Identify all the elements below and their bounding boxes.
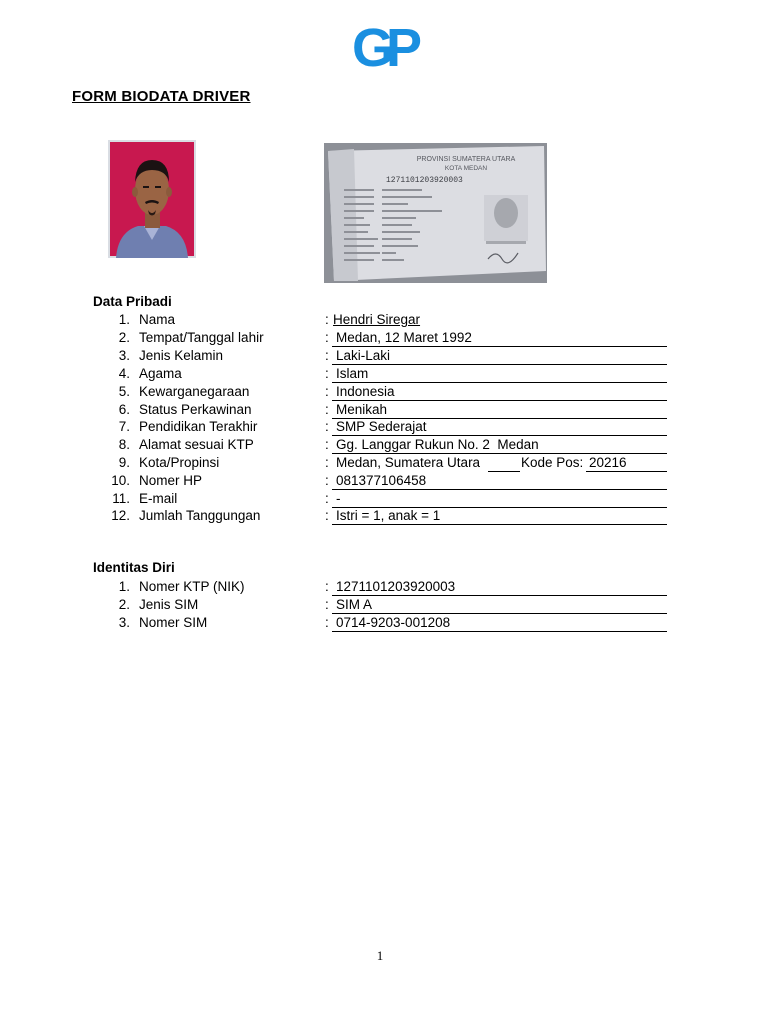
field-colon: :: [325, 579, 329, 594]
field-underline: [332, 365, 667, 383]
field-row-kota-propinsi: [0, 454, 768, 472]
field-row-email: [0, 490, 768, 508]
field-label: Nama: [139, 312, 176, 327]
field-value: Laki-Laki: [336, 348, 391, 363]
field-colon: :: [325, 366, 329, 381]
field-label: E-mail: [139, 491, 178, 506]
field-colon: :: [325, 491, 329, 506]
field-row-status-perkawinan: [0, 401, 768, 419]
field-colon: :: [325, 312, 329, 327]
company-logo: [337, 18, 429, 74]
field-label: Jumlah Tanggungan: [139, 508, 261, 523]
field-row-alamat-ktp: [0, 436, 768, 454]
form-title: FORM BIODATA DRIVER: [72, 88, 251, 105]
field-colon: :: [325, 348, 329, 363]
field-row-jumlah-tanggungan: [0, 507, 768, 525]
field-row-nomer-hp: [0, 472, 768, 490]
row-number: 12.: [111, 508, 130, 523]
section-heading-data-pribadi: Data Pribadi: [93, 294, 172, 309]
field-row-nama: [0, 311, 768, 329]
field-label: Pendidikan Terakhir: [139, 419, 258, 434]
row-number: 5.: [118, 384, 130, 399]
field-colon: :: [325, 437, 329, 452]
row-number: 2.: [118, 330, 130, 345]
field-value: 081377106458: [336, 473, 427, 488]
driver-photo: [108, 140, 196, 258]
field-value: Medan, Sumatera Utara: [336, 455, 481, 470]
field-colon: :: [325, 508, 329, 523]
row-number: 10.: [111, 473, 130, 488]
field-label: Jenis SIM: [139, 597, 199, 612]
row-number: 1.: [118, 312, 130, 327]
field-label: Status Perkawinan: [139, 402, 252, 417]
row-number: 3.: [118, 615, 130, 630]
field-value: Hendri Siregar: [333, 312, 421, 327]
field-row-nomer-sim: [0, 614, 768, 632]
ktp-province: PROVINSI SUMATERA UTARA: [416, 156, 516, 163]
logo-text: GP: [351, 18, 415, 74]
field-label: Kota/Propinsi: [139, 455, 220, 470]
field-label: Agama: [139, 366, 182, 381]
page-number: 1: [376, 948, 384, 963]
ktp-card-image: [324, 143, 547, 283]
field-value: -: [336, 491, 341, 506]
field-value: 0714-9203-001208: [336, 615, 451, 630]
field-underline: [332, 596, 667, 614]
row-number: 3.: [118, 348, 130, 363]
kode-pos-value: 20216: [589, 455, 627, 470]
row-number: 1.: [118, 579, 130, 594]
field-row-pendidikan-terakhir: [0, 418, 768, 436]
field-underline: [332, 490, 667, 508]
kode-pos-label: Kode Pos:: [521, 455, 584, 470]
field-value: 1271101203920003: [336, 579, 456, 594]
field-colon: :: [325, 419, 329, 434]
field-row-tempat-tanggal-lahir: [0, 329, 768, 347]
row-number: 11.: [112, 491, 130, 506]
row-number: 2.: [118, 597, 130, 612]
field-underline: [488, 454, 520, 472]
ktp-nik: 1271101203920003: [386, 176, 463, 185]
field-colon: :: [325, 384, 329, 399]
field-value: Menikah: [336, 402, 388, 417]
row-number: 9.: [118, 455, 130, 470]
field-label: Nomer SIM: [139, 615, 208, 630]
field-colon: :: [325, 473, 329, 488]
field-colon: :: [325, 402, 329, 417]
field-row-nomer-ktp: [0, 578, 768, 596]
field-value: Gg. Langgar Rukun No. 2 Medan: [336, 437, 539, 452]
field-value: Medan, 12 Maret 1992: [336, 330, 472, 345]
field-row-agama: [0, 365, 768, 383]
field-label: Nomer KTP (NIK): [139, 579, 245, 594]
field-colon: :: [325, 597, 329, 612]
row-number: 4.: [118, 366, 130, 381]
field-value: Indonesia: [336, 384, 395, 399]
row-number: 8.: [118, 437, 130, 452]
field-colon: :: [325, 455, 329, 470]
field-label: Alamat sesuai KTP: [139, 437, 254, 452]
row-number: 6.: [118, 402, 130, 417]
field-value: Istri = 1, anak = 1: [336, 508, 441, 523]
field-value: Islam: [336, 366, 369, 381]
field-value: SMP Sederajat: [336, 419, 427, 434]
field-label: Kewarganegaraan: [139, 384, 250, 399]
ktp-city: KOTA MEDAN: [444, 165, 488, 172]
field-row-kewarganegaraan: [0, 383, 768, 401]
field-label: Tempat/Tanggal lahir: [139, 330, 264, 345]
field-row-jenis-kelamin: [0, 347, 768, 365]
field-row-jenis-sim: [0, 596, 768, 614]
field-value: SIM A: [336, 597, 373, 612]
field-colon: :: [325, 615, 329, 630]
field-label: Jenis Kelamin: [139, 348, 224, 363]
row-number: 7.: [118, 419, 130, 434]
section-heading-identitas-diri: Identitas Diri: [93, 560, 175, 575]
field-label: Nomer HP: [139, 473, 203, 488]
field-colon: :: [325, 330, 329, 345]
